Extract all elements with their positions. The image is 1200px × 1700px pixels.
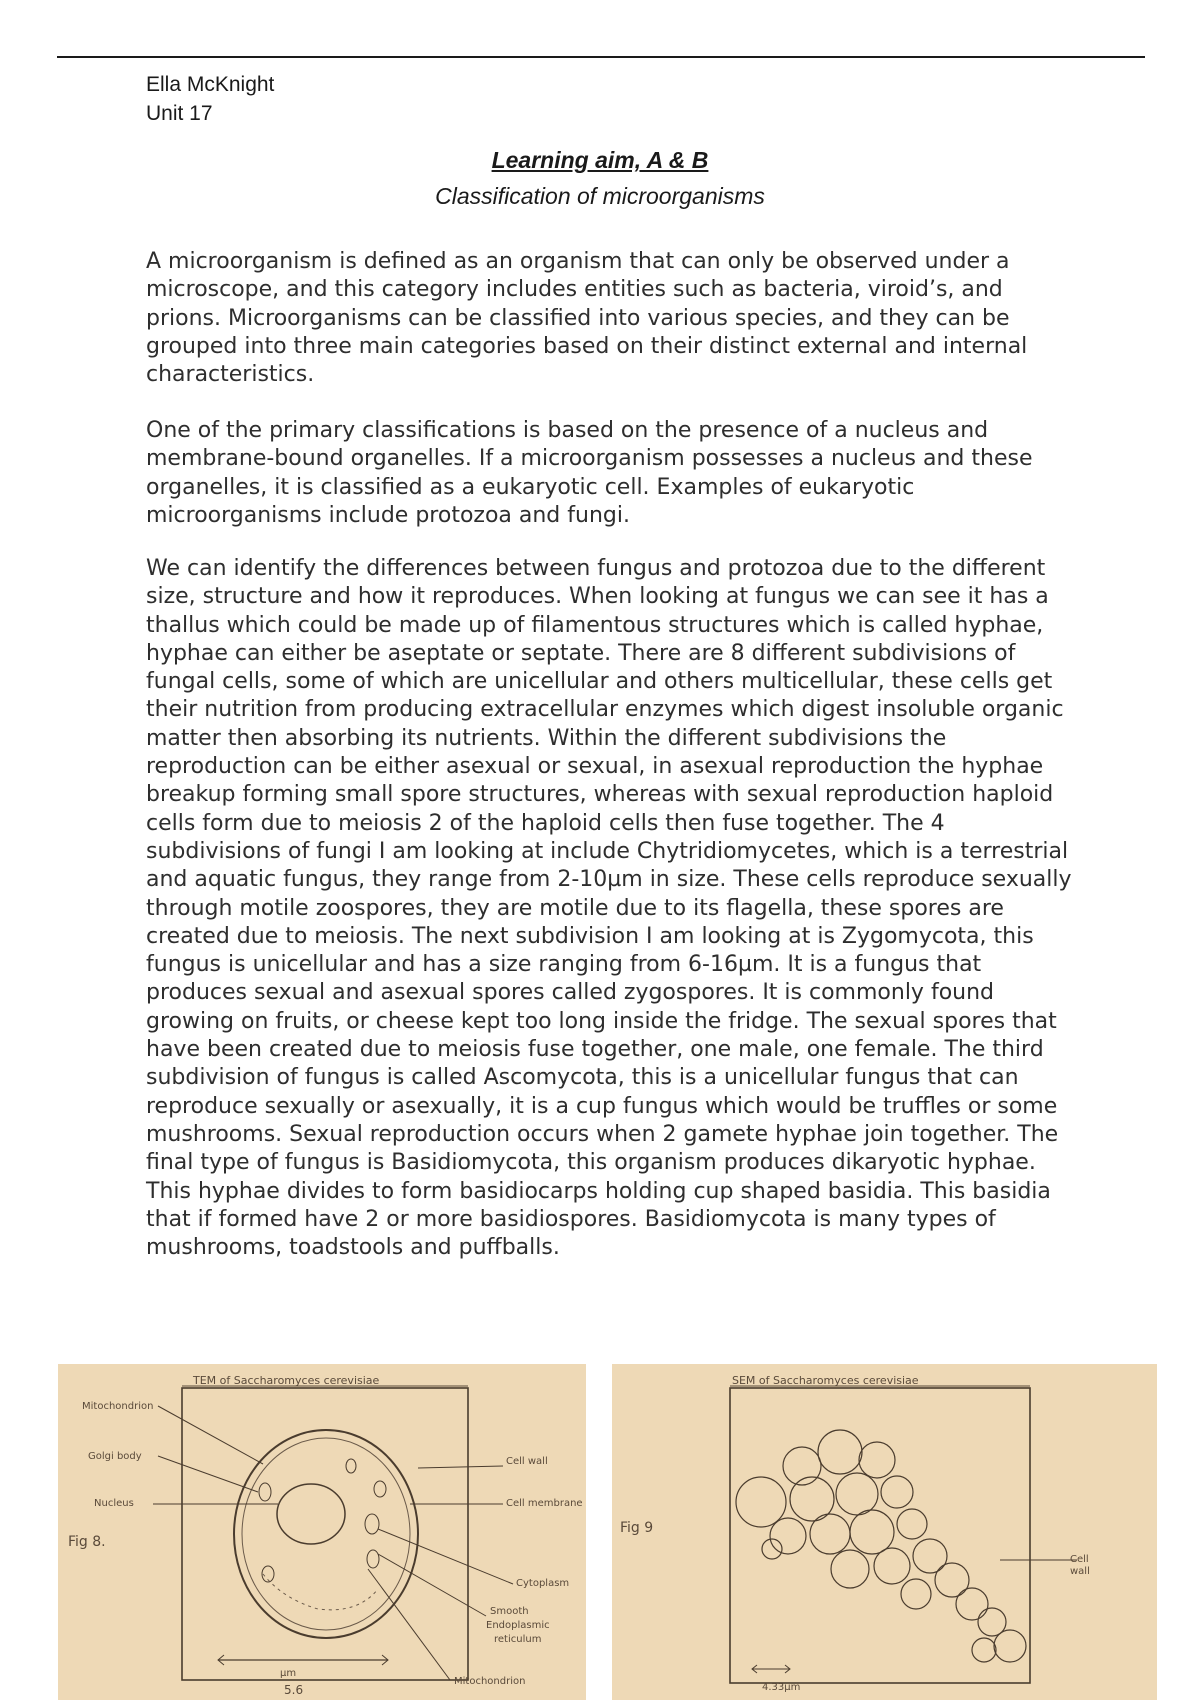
fig8-scale-value: 5.6 [284,1683,304,1697]
paragraph-intro: A microorganism is defined as an organism that can only be observed under a microscope, and this category includes entities such as bacteria, viroid’s, and prions. Microorganisms can be classified into various species, and they can be grouped into three main categories based on their distinct external and internal characteristics. [146,249,1028,388]
fig9-cell-cluster [736,1430,1026,1662]
header-rule [57,56,1145,58]
fig8-cell-membrane [242,1438,410,1630]
fig8-label-nucleus: Nucleus [94,1498,134,1509]
fig8-label-endoplasmic: Endoplasmic [486,1620,550,1631]
unit-label: Unit 17 [146,102,213,125]
fig8-title: TEM of Saccharomyces cerevisiae [193,1374,380,1387]
fig8-label: Fig 8. [68,1534,106,1550]
document-subtitle: Classification of microorganisms [435,183,765,209]
fig9-label-cell: Cell [1070,1554,1089,1565]
paragraph-fungi: We can identify the differences between fungus and protozoa due to the different size, structure and how it reproduces. When looking at fungus we can see it has a thallus which could be made up of filamentous structures which is called hyphae, hyphae can either be aseptate or septate. There are 8 different subdivisions of fungal cells, some of which are unicellular and others multicellular, these cells get their nutrition from producing extracellular enzymes which digest insoluble organic matter then absorbing its nutrients. Within the different subdivisions the reproduction can be either asexual or sexual, in asexual reproduction the hyphae breakup forming small spore structures, whereas with sexual reproduction haploid cells form due to meiosis 2 of the haploid cells then fuse together. The 4 subdivisions of fungi I am looking at include Chytridiomycetes, which is a terrestrial and aquatic fungus, they range from 2-10µm in size. These cells reproduce sexually through motile zoospores, they are motile due to its flagella, these spores are created due to meiosis. The next subdivision I am looking at is Zygomycota, this fungus is unicellular and has a size ranging from 6-16µm. It is a fungus that produces sexual and asexual spores called zygospores. It is commonly found growing on fruits, or cheese kept too long inside the fridge. The sexual spores that have been created due to meiosis fuse together, one male, one female. The third subdivision of fungus is called Ascomycota, this is a unicellular fungus that can reproduce sexually or asexually, it is a cup fungus which would be truffles or some mushrooms. Sexual reproduction occurs when 2 gamete hyphae join together. The final type of fungus is Basidiomycota, this organism produces dikaryotic hyphae. This hyphae divides to form basidiocarps holding cup shaped basidia. This basidia that if formed have 2 or more basidiospores. Basidiomycota is many types of mushrooms, toadstools and puffballs. [146,556,1072,1261]
paragraph-eukaryotes: One of the primary classifications is based on the presence of a nucleus and membrane-bound organelles. If a microorganism possesses a nucleus and these organelles, it is classified as a eukaryotic cell. Examples of eukaryotic microorganisms include protozoa and fungi. [146,418,1033,528]
fig8-nucleus [277,1484,345,1544]
fig9-photo [612,1364,1157,1700]
document-title: Learning aim, A & B [491,147,709,173]
fig8-photo [58,1364,586,1700]
fig8-label-mitochondrion: Mitochondrion [82,1401,154,1412]
fig9-title: SEM of Saccharomyces cerevisiae [732,1374,919,1387]
fig8-label-reticulum: reticulum [494,1634,542,1645]
fig8-label-golgi: Golgi body [88,1451,142,1462]
author-block [146,70,274,128]
author-name: Ella McKnight [146,73,275,96]
fig9-sketch [612,1364,1157,1700]
fig9-scale: 4.33µm [762,1682,801,1693]
fig8-sketch [58,1364,586,1700]
fig8-scale-unit: µm [280,1668,297,1679]
fig9-label-wall: wall [1070,1566,1090,1577]
fig9-frame [730,1388,1030,1683]
fig8-label-cell-membrane: Cell membrane [506,1498,583,1509]
fig8-label-mitochondrion-2: Mitochondrion [454,1676,526,1687]
fig8-label-cell-wall: Cell wall [506,1456,548,1467]
fig9-label: Fig 9 [620,1520,654,1536]
fig8-label-cytoplasm: Cytoplasm [516,1578,570,1589]
fig8-frame [182,1388,468,1680]
fig8-label-smooth: Smooth [490,1606,529,1617]
